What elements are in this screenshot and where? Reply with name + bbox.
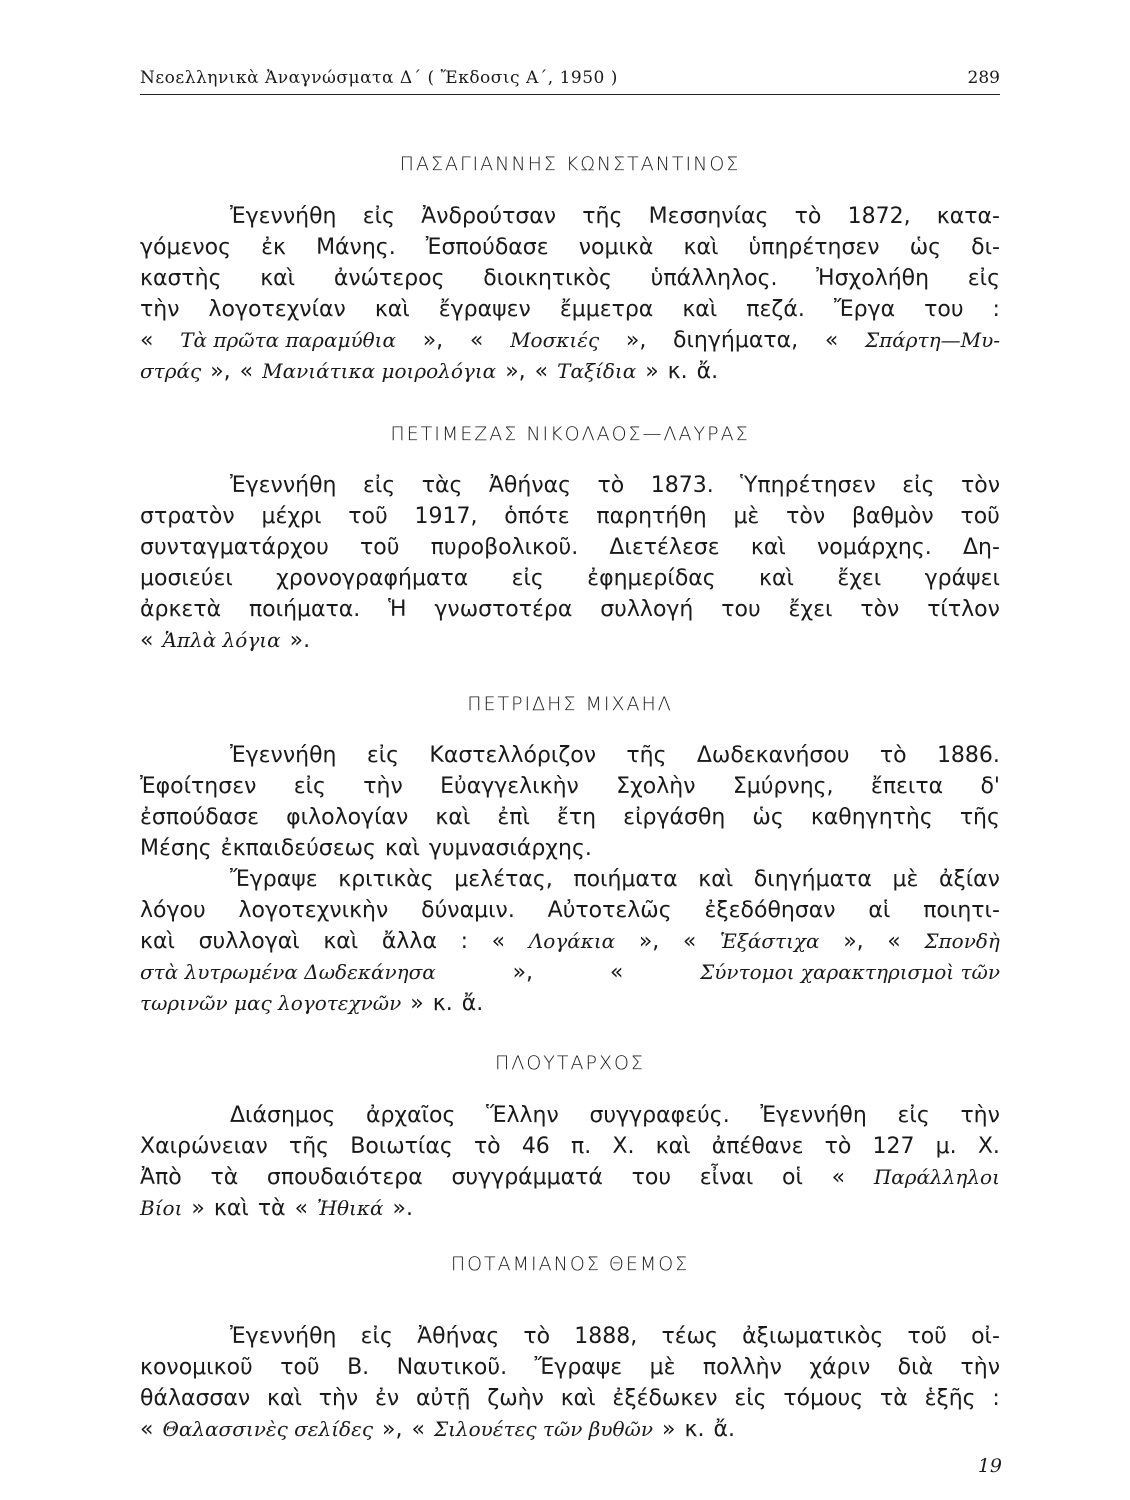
word: », [638,929,660,954]
text-line [140,1162,1000,1193]
text-line [140,740,1000,771]
word: ἐσπούδασε [140,805,260,830]
word: καὶ [655,1134,691,1159]
text-line [140,563,1000,594]
word: οἰ- [971,1324,1000,1349]
word: τόμους [783,1386,864,1411]
book-title: Νεοελληνικὰ Ἀναγνώσματα Δ΄ ( Ἔκδοσις Α΄, 1950 ) [140,68,618,88]
word: καὶ [213,1196,249,1221]
italic-title: Σιλουέτες τῶν βυθῶν [433,1417,654,1441]
word: λογοτεχνικὴν [238,898,389,923]
word: τὸν [860,597,900,622]
page-number: 289 [967,68,1000,88]
text-line [140,1414,1000,1445]
word: Ἀθήνας [417,1324,500,1349]
italic-title: Παράλληλοι [873,1165,1000,1189]
word: καὶ [560,1386,596,1411]
word: ἐν [375,1386,400,1411]
italic-title: Ἁπλὰ λόγια [162,628,281,652]
italic-title: Σύντομοι χαρακτηρισμοὶ τῶν [700,960,1000,984]
word: μὲ [733,504,760,529]
word: κ. [667,359,688,384]
word: διοικητικὸς [483,266,612,291]
word: », [210,359,231,384]
word: συνταγματάρχου [140,535,329,560]
word: τοῦ [280,1355,320,1380]
word: ἐπὶ [497,805,530,830]
word: τὴν [363,774,403,799]
word: Ἔγραψε [230,867,318,892]
word: δι- [971,235,1000,260]
word: Ἔργα [833,297,896,322]
word: Ἀθήνας [488,473,572,498]
running-header [140,64,1000,95]
word: 46 [521,1134,550,1159]
word: ἐκπαιδεύσεως [220,836,376,861]
text-line [140,625,1000,656]
word: τοῦ [348,504,388,529]
word: ἐκ [261,235,286,260]
word: τὴν [318,1386,359,1411]
word: μέχρι [261,504,322,529]
text-line [140,532,1000,563]
text-line [140,263,1000,294]
italic-title: Ἑξάστιχα [720,929,820,953]
italic-title: Μοσκιές [510,328,600,352]
text-line [140,1383,1000,1414]
word: ἔγραψεν [438,297,531,322]
word: 1888, [574,1324,638,1349]
text-line [140,1100,1000,1131]
word: ἐξεδόθησαν [704,898,836,923]
word: ἔμμετρα [559,297,654,322]
word: » [645,359,659,384]
biography-paragraph [140,201,1000,387]
word: κατα- [936,204,1000,229]
word: συλλογαὶ [198,929,300,954]
word: μὲ [892,867,919,892]
word: νομάρχης. [817,535,932,560]
word: νομικὰ [578,235,654,260]
word: : [992,297,1000,322]
word: διὰ [897,1355,934,1380]
text-line [140,594,1000,625]
word: ἀξιωματικὸς [742,1324,884,1349]
word: Ἠσχολήθη [816,266,930,291]
word: 1872, [847,204,911,229]
word: συγγραφεύς. [589,1103,730,1128]
word: ἔπειτα [870,774,944,799]
word: αὐτῇ [416,1386,471,1411]
word: « [140,628,154,653]
word: Ἐγεννήθη [230,473,337,498]
word: « [491,929,506,954]
word: Δωδεκανήσου [696,743,850,768]
word: « [831,1165,846,1190]
text-line [140,1193,1000,1224]
word: ἑξῆς [924,1386,976,1411]
word: Β. [347,1355,370,1380]
word: εἰς [967,266,1000,291]
word: φιλολογίαν [286,805,409,830]
word: ἄ. [461,991,484,1016]
word: γνωστοτέρα [434,597,573,622]
section-heading: ΠΕΤΡΙΔΗΣ ΜΙΧΑΗΛ [467,693,673,715]
word: Σμύρνης, [732,774,834,799]
word: « [824,328,839,353]
word: ποιητι- [923,898,1000,923]
word: τὸ [794,204,822,229]
word: ἀνώτερος [333,266,445,291]
word: εἰς [734,1386,767,1411]
italic-title: Τὰ πρῶτα παραμύθια [180,328,396,352]
word: καθηγητὴς [810,805,933,830]
italic-title: Σπάρτη—Μυ- [865,328,1000,352]
word: του [631,1165,672,1190]
word: ». [289,628,311,653]
word: Χ. [977,1134,1000,1159]
word: μελέτας, [454,867,553,892]
word: « [682,929,697,954]
word: παρητήθη [596,504,707,529]
word: » [410,991,424,1016]
word: Διετέλεσε [609,535,720,560]
word: τοῦ [907,1324,947,1349]
word: τὰ [257,1196,286,1221]
word: τὰ [880,1386,908,1411]
word: μ. [935,1134,957,1159]
word: Αὐτοτελῶς [547,898,672,923]
word: εἰς [362,473,396,498]
word: μὲ [649,1355,676,1380]
word: τὸν [961,473,1000,498]
word: Διάσημος [230,1103,336,1128]
word: εἰς [360,1324,393,1349]
word: τὴν [960,1355,1000,1380]
text-line [140,771,1000,802]
word: τὴν [140,297,180,322]
word: καὶ [140,929,175,954]
text-line [140,957,1000,988]
italic-title: Ταξίδια [557,359,637,383]
word: Ἐγεννήθη [760,1103,867,1128]
word: λογοτεχνίαν [208,297,346,322]
word: πεζά. [746,297,805,322]
word: καὶ [323,929,359,954]
text-line [140,501,1000,532]
word: καὶ [750,535,786,560]
word: Καστελλόριζον [429,743,597,768]
italic-title: στράς [140,359,202,383]
italic-title: Θαλασσινὲς σελίδες [162,1417,374,1441]
word: « [140,1417,154,1442]
word: πυροβολικοῦ. [430,535,579,560]
word: μοσιεύει [140,566,233,591]
text-line [140,325,1000,356]
word: », [843,929,864,954]
word: κ. [684,1417,705,1442]
word: », [512,960,534,985]
word: π. [570,1134,592,1159]
text-line [140,356,1000,387]
word: ὁπότε [504,504,570,529]
word: διηγήματα, [673,328,799,353]
word: καὶ [759,566,794,591]
word: εἰς [511,566,544,591]
word: ἀρχαῖος [365,1103,456,1128]
section-heading: ΠΕΤΙΜΕΖΑΣ ΝΙΚΟΛΑΟΣ—ΛΑΥΡΑΣ [390,423,750,445]
word: εἰς [902,473,935,498]
word: δύναμιν. [421,898,515,923]
word: τοῦ [360,535,400,560]
word: θάλασσαν [140,1386,251,1411]
signature-mark: 19 [977,1455,1002,1477]
word: οἱ [782,1165,803,1190]
word: Ἕλλην [486,1103,559,1128]
word: Μάνης. [316,235,396,260]
italic-title: στὰ λυτρωμένα Δωδεκάνησα [140,960,436,984]
word: αἱ [868,898,891,923]
word: τὸ [473,1134,501,1159]
word: καὶ [435,805,471,830]
word: βαθμὸν [851,504,934,529]
word: « [469,328,484,353]
word: εἰς [362,204,395,229]
italic-title: Ἠθικά [317,1196,384,1220]
word: τῆς [626,743,667,768]
word: », [382,1417,403,1442]
word: ἔχει [788,597,833,622]
italic-title: Σπονδὴ [924,929,1000,953]
italic-title: Λογάκια [528,929,616,953]
word: » [662,1417,676,1442]
word: Ἐγεννήθη [230,1324,337,1349]
word: 1917, [414,504,478,529]
word: καὶ [682,297,718,322]
text-line [140,833,1000,864]
biography-paragraph [140,470,1000,656]
word: Ἀπὸ [140,1165,182,1190]
word: Ἐγεννήθη [230,743,337,768]
word: ὑπηρέτησεν [748,235,880,260]
word: Χ. [612,1134,635,1159]
section-heading: ΠΑΣΑΓΙΑΝΝΗΣ ΚΩΝΣΤΑΝΤΙΝΟΣ [399,153,741,175]
word: Μέσης [140,836,212,861]
word: ὡς [752,805,784,830]
word: « [887,929,901,954]
word: καὶ [374,297,410,322]
word: Ἔγραψε [534,1355,623,1380]
word: τὸ [879,743,907,768]
word: Βοιωτίας [350,1134,453,1159]
word: Σχολὴν [616,774,696,799]
biography-paragraph [140,1321,1000,1445]
word: ». [392,1196,413,1221]
word: κ. [432,991,453,1016]
word: 127 [872,1134,915,1159]
word: τίτλον [927,597,1000,622]
word: τὸν [786,504,826,529]
section-heading: ΠΟΤΑΜΙΑΝΟΣ ΘΕΜΟΣ [450,1253,690,1275]
word: του [721,597,761,622]
word: ἀπέθανε [711,1134,804,1159]
text-line [140,1352,1000,1383]
word: τοῦ [960,504,1000,529]
word: τὸ [824,1134,852,1159]
word: Ἀνδρούτσαν [421,204,557,229]
word: χάριν [809,1355,871,1380]
word: Ἡ [388,597,407,622]
word: ἐφημερίδας [587,566,716,591]
word: Ἐφοίτησεν [140,774,257,799]
word: « [294,1196,309,1221]
word: τῆς [959,805,1000,830]
text-line [140,988,1000,1019]
word: », [625,328,647,353]
word: χρονογραφήματα [276,566,469,591]
text-line [140,294,1000,325]
word: ὡς [909,235,942,260]
word: τὸ [597,473,625,498]
word: ἔχει [837,566,882,591]
word: καὶ [266,1386,302,1411]
word: εἰς [293,774,326,799]
word: « [609,960,624,985]
word: Ἐγεννήθη [230,204,337,229]
word: καὶ [260,266,296,291]
word: εἰς [897,1103,930,1128]
word: κριτικὰς [338,867,434,892]
word: σπουδαιότερα [266,1165,423,1190]
word: λόγου [140,898,206,923]
word: τῆς [288,1134,330,1159]
word: γράψει [924,566,1000,591]
word: εἰργάσθη [623,805,726,830]
word: ποιήματα. [248,597,361,622]
word: τὴν [960,1103,1000,1128]
word: ζωὴν [487,1386,544,1411]
word: καὶ [384,836,420,861]
word: ἀρκετὰ [140,597,222,622]
word: Εὐαγγελικὴν [440,774,579,799]
word: », [422,328,444,353]
italic-title: Βίοι [140,1196,183,1220]
word: ἄ. [696,359,719,384]
word: 1873. [650,473,714,498]
word: Δη- [963,535,1000,560]
text-line [140,1131,1000,1162]
text-line [140,926,1000,957]
word: « [411,1417,425,1442]
word: συγγράμματά [451,1165,603,1190]
word: Ἐσπούδασε [425,235,549,260]
word: : [992,1386,1000,1411]
word: ποιήματα [573,867,678,892]
italic-title: τωρινῶν μας λογοτεχνῶν [140,991,402,1015]
word: ὑπάλληλος. [650,266,778,291]
word: συλλογή [600,597,694,622]
word: ἄ. [713,1417,735,1442]
text-line [140,864,1000,895]
biography-paragraph [140,1100,1000,1224]
biography-paragraph [140,740,1000,1019]
word: καστὴς [140,266,222,291]
text-line [140,201,1000,232]
text-line [140,470,1000,501]
word: « [140,328,154,353]
word: » [191,1196,205,1221]
word: καὶ [683,235,719,260]
word: γόμενος [140,235,232,260]
word: καὶ [698,867,734,892]
section-heading: ΠΛΟΥΤΑΡΧΟΣ [495,1052,645,1074]
word: δ' [980,774,1000,799]
italic-title: Μανιάτικα μοιρολόγια [262,359,497,383]
text-line [140,232,1000,263]
word: στρατὸν [140,504,235,529]
word: « [534,359,549,384]
word: Χαιρώνειαν [140,1134,268,1159]
word: ἀξίαν [938,867,1000,892]
text-line [140,895,1000,926]
word: τὸ [523,1324,551,1349]
word: ἔτη [557,805,597,830]
word: κονομικοῦ [140,1355,253,1380]
word: : [460,929,469,954]
word: ἐξέδωκεν [612,1386,718,1411]
word: γυμνασιάρχης. [428,836,592,861]
word: τὰς [421,473,463,498]
word: διηγήματα [753,867,872,892]
word: του [924,297,964,322]
word: Ναυτικοῦ. [396,1355,508,1380]
word: Ὑπηρέτησεν [740,473,876,498]
word: Μεσσηνίας [648,204,769,229]
word: », [505,359,526,384]
word: πολλὴν [702,1355,782,1380]
word: 1886. [936,743,1000,768]
word: τῆς [582,204,623,229]
word: ἄλλα [381,929,437,954]
text-line [140,802,1000,833]
word: τέως [661,1324,718,1349]
word: εἰς [366,743,400,768]
word: « [239,359,254,384]
word: εἶναι [699,1165,754,1190]
word: τὰ [210,1165,239,1190]
text-line [140,1321,1000,1352]
